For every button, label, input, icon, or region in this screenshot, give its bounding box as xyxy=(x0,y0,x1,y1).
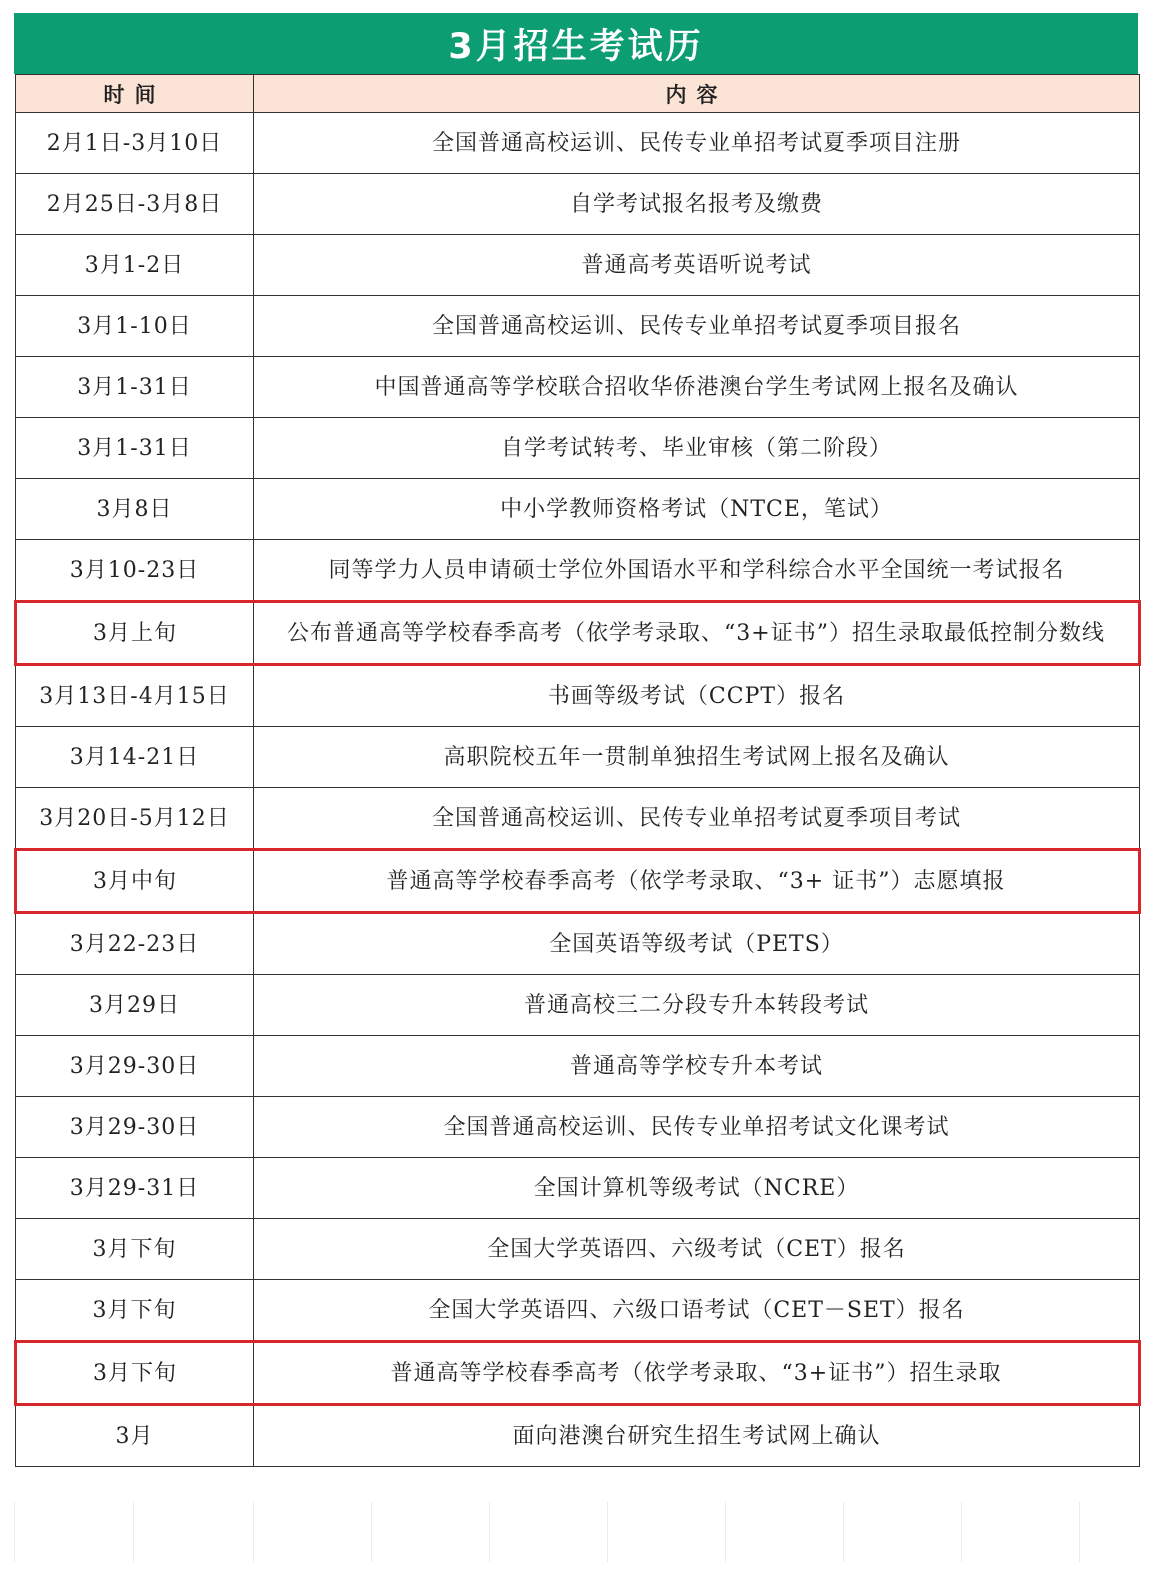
row-content-cell: 自学考试报名报考及缴费 xyxy=(254,174,1140,235)
table-row xyxy=(16,479,1140,540)
row-content-cell: 普通高等学校春季高考（依学考录取、“3+ 证书”）志愿填报 xyxy=(254,850,1140,913)
table-row xyxy=(16,1280,1140,1342)
row-time-cell: 3月29-30日 xyxy=(16,1036,254,1097)
content-column-header: 内容 xyxy=(254,75,1140,113)
highlighted-table-row xyxy=(16,602,1140,665)
row-time-cell: 3月 xyxy=(16,1405,254,1467)
row-content-cell: 书画等级考试（CCPT）报名 xyxy=(254,665,1140,727)
row-time-cell: 3月1-31日 xyxy=(16,357,254,418)
row-content-cell: 普通高考英语听说考试 xyxy=(254,235,1140,296)
row-time-cell: 3月1-31日 xyxy=(16,418,254,479)
empty-grid-remnant xyxy=(14,1502,1139,1562)
row-time-cell: 3月8日 xyxy=(16,479,254,540)
row-time-cell: 3月上旬 xyxy=(16,602,254,665)
row-time-cell: 3月下旬 xyxy=(16,1219,254,1280)
row-time-cell: 3月20日-5月12日 xyxy=(16,788,254,850)
row-content-cell: 中国普通高等学校联合招收华侨港澳台学生考试网上报名及确认 xyxy=(254,357,1140,418)
table-row xyxy=(16,296,1140,357)
row-content-cell: 全国大学英语四、六级口语考试（CET－SET）报名 xyxy=(254,1280,1140,1342)
table-row xyxy=(16,235,1140,296)
row-time-cell: 3月下旬 xyxy=(16,1280,254,1342)
row-content-cell: 全国大学英语四、六级考试（CET）报名 xyxy=(254,1219,1140,1280)
row-content-cell: 同等学力人员申请硕士学位外国语水平和学科综合水平全国统一考试报名 xyxy=(254,540,1140,602)
row-content-cell: 中小学教师资格考试（NTCE，笔试） xyxy=(254,479,1140,540)
row-content-cell: 全国普通高校运训、民传专业单招考试夏季项目报名 xyxy=(254,296,1140,357)
table-row xyxy=(16,1405,1140,1467)
row-content-cell: 自学考试转考、毕业审核（第二阶段） xyxy=(254,418,1140,479)
table-row xyxy=(16,113,1140,174)
row-content-cell: 全国普通高校运训、民传专业单招考试夏季项目考试 xyxy=(254,788,1140,850)
row-content-cell: 普通高等学校专升本考试 xyxy=(254,1036,1140,1097)
row-time-cell: 3月1-2日 xyxy=(16,235,254,296)
calendar-table xyxy=(14,74,1141,1467)
exam-calendar-sheet xyxy=(14,13,1138,1467)
table-row xyxy=(16,1097,1140,1158)
table-row xyxy=(16,975,1140,1036)
row-content-cell: 面向港澳台研究生招生考试网上确认 xyxy=(254,1405,1140,1467)
table-row xyxy=(16,1219,1140,1280)
table-row xyxy=(16,540,1140,602)
row-content-cell: 公布普通高等学校春季高考（依学考录取、“3+证书”）招生录取最低控制分数线 xyxy=(254,602,1140,665)
table-row xyxy=(16,665,1140,727)
row-time-cell: 3月14-21日 xyxy=(16,727,254,788)
row-content-cell: 全国普通高校运训、民传专业单招考试夏季项目注册 xyxy=(254,113,1140,174)
row-content-cell: 普通高校三二分段专升本转段考试 xyxy=(254,975,1140,1036)
row-time-cell: 3月22-23日 xyxy=(16,913,254,975)
highlighted-table-row xyxy=(16,850,1140,913)
table-row xyxy=(16,418,1140,479)
row-content-cell: 高职院校五年一贯制单独招生考试网上报名及确认 xyxy=(254,727,1140,788)
calendar-title: 3月招生考试历 xyxy=(14,13,1138,74)
row-time-cell: 3月10-23日 xyxy=(16,540,254,602)
row-time-cell: 2月1日-3月10日 xyxy=(16,113,254,174)
table-row xyxy=(16,357,1140,418)
row-content-cell: 普通高等学校春季高考（依学考录取、“3+证书”）招生录取 xyxy=(254,1342,1140,1405)
row-time-cell: 3月29-30日 xyxy=(16,1097,254,1158)
row-content-cell: 全国英语等级考试（PETS） xyxy=(254,913,1140,975)
row-content-cell: 全国计算机等级考试（NCRE） xyxy=(254,1158,1140,1219)
row-time-cell: 3月下旬 xyxy=(16,1342,254,1405)
time-column-header: 时间 xyxy=(16,75,254,113)
table-row xyxy=(16,913,1140,975)
table-row xyxy=(16,727,1140,788)
header-row xyxy=(16,75,1140,113)
row-time-cell: 3月29日 xyxy=(16,975,254,1036)
row-time-cell: 3月29-31日 xyxy=(16,1158,254,1219)
table-row xyxy=(16,1036,1140,1097)
row-time-cell: 3月13日-4月15日 xyxy=(16,665,254,727)
row-time-cell: 2月25日-3月8日 xyxy=(16,174,254,235)
table-row xyxy=(16,788,1140,850)
table-row xyxy=(16,1158,1140,1219)
row-content-cell: 全国普通高校运训、民传专业单招考试文化课考试 xyxy=(254,1097,1140,1158)
row-time-cell: 3月1-10日 xyxy=(16,296,254,357)
highlighted-table-row xyxy=(16,1342,1140,1405)
row-time-cell: 3月中旬 xyxy=(16,850,254,913)
table-row xyxy=(16,174,1140,235)
